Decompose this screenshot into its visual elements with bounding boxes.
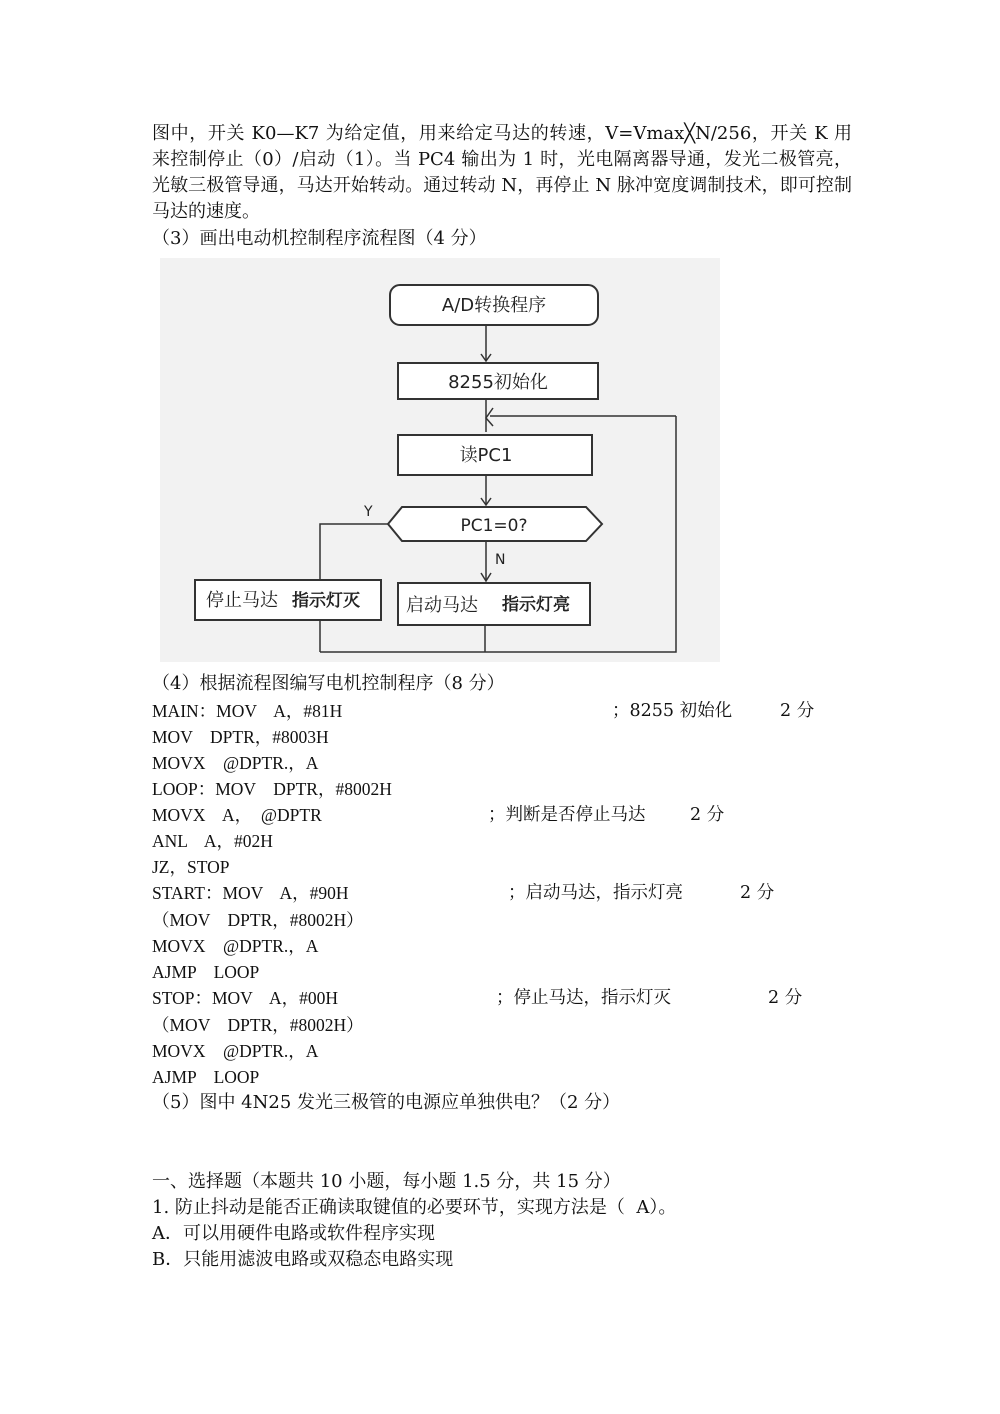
code-comment: ；8255 初始化 bbox=[612, 701, 733, 721]
code-line: （MOV DPTR，#8002H） bbox=[152, 1015, 364, 1035]
code-score: 2 分 bbox=[690, 805, 725, 825]
code-comment: ；停止马达，指示灯灭 bbox=[496, 988, 671, 1008]
code-line: MOVX @DPTR.，A bbox=[152, 1041, 319, 1061]
question-5-heading: （5）图中 4N25 发光三极管的电源应单独供电？（2 分） bbox=[152, 1092, 621, 1113]
question-1-stem: 1. 防止抖动是能否正确读取键值的必要环节，实现方法是（ A）。 bbox=[152, 1197, 677, 1218]
code-score: 2 分 bbox=[740, 883, 775, 903]
code-line: MOV DPTR，#8003H bbox=[152, 727, 329, 747]
code-score: 2 分 bbox=[768, 988, 803, 1008]
code-line: STOP：MOV A，#00H bbox=[152, 988, 339, 1008]
flow-read-label: 读PC1 bbox=[459, 445, 513, 466]
question-3-heading: （3）画出电动机控制程序流程图（4 分） bbox=[152, 228, 487, 249]
motor-control-flowchart bbox=[160, 258, 720, 662]
section-1-heading: 一、选择题（本题共 10 小题，每小题 1.5 分，共 15 分） bbox=[152, 1171, 621, 1192]
code-line: MOVX @DPTR.，A bbox=[152, 753, 319, 773]
flow-stop-label-b: 指示灯灭 bbox=[292, 591, 360, 611]
option-a: A．可以用硬件电路或软件程序实现 bbox=[152, 1223, 435, 1244]
flow-start-motor-label-b: 指示灯亮 bbox=[502, 595, 570, 615]
code-line: JZ，STOP bbox=[152, 857, 230, 877]
code-line: （MOV DPTR，#8002H） bbox=[152, 910, 364, 930]
code-line: MOVX @DPTR.，A bbox=[152, 936, 319, 956]
code-comment: ；启动马达，指示灯亮 bbox=[508, 883, 683, 903]
flow-no-label: N bbox=[495, 552, 506, 568]
code-line: LOOP：MOV DPTR，#8002H bbox=[152, 779, 392, 799]
code-line: START：MOV A，#90H bbox=[152, 883, 349, 903]
flow-init-label: 8255初始化 bbox=[448, 372, 548, 393]
code-line: AJMP LOOP bbox=[152, 1067, 260, 1087]
flow-decision-label: PC1=0? bbox=[460, 516, 528, 536]
code-line: AJMP LOOP bbox=[152, 962, 260, 982]
flow-start-motor-label-a: 启动马达 bbox=[406, 595, 478, 616]
code-score: 2 分 bbox=[780, 701, 815, 721]
intro-paragraph: 图中，开关 K0—K7 为给定值，用来给定马达的转速，V=Vmax╳N/256，开关 K 用来控制停止（0）/启动（1）。当 PC4 输出为 1 时，光电隔离器导通，发光二极管亮，光敏三极管导通，马达开始转动。通过转动 N，再停止 N 脉冲宽度调制技术，即可控制马达的速度。 bbox=[152, 123, 852, 222]
code-line: MOVX A， @DPTR bbox=[152, 805, 322, 825]
code-line: ANL A，#02H bbox=[152, 831, 273, 851]
option-b: B．只能用滤波电路或双稳态电路实现 bbox=[152, 1249, 454, 1270]
code-line: MAIN：MOV A，#81H bbox=[152, 701, 343, 721]
flow-start-label: A/D转换程序 bbox=[441, 295, 547, 316]
code-comment: ；判断是否停止马达 bbox=[488, 805, 646, 825]
question-4-heading: （4）根据流程图编写电机控制程序（8 分） bbox=[152, 673, 505, 694]
flow-yes-label: Y bbox=[364, 504, 373, 520]
flow-stop-label-a: 停止马达 bbox=[206, 590, 278, 611]
